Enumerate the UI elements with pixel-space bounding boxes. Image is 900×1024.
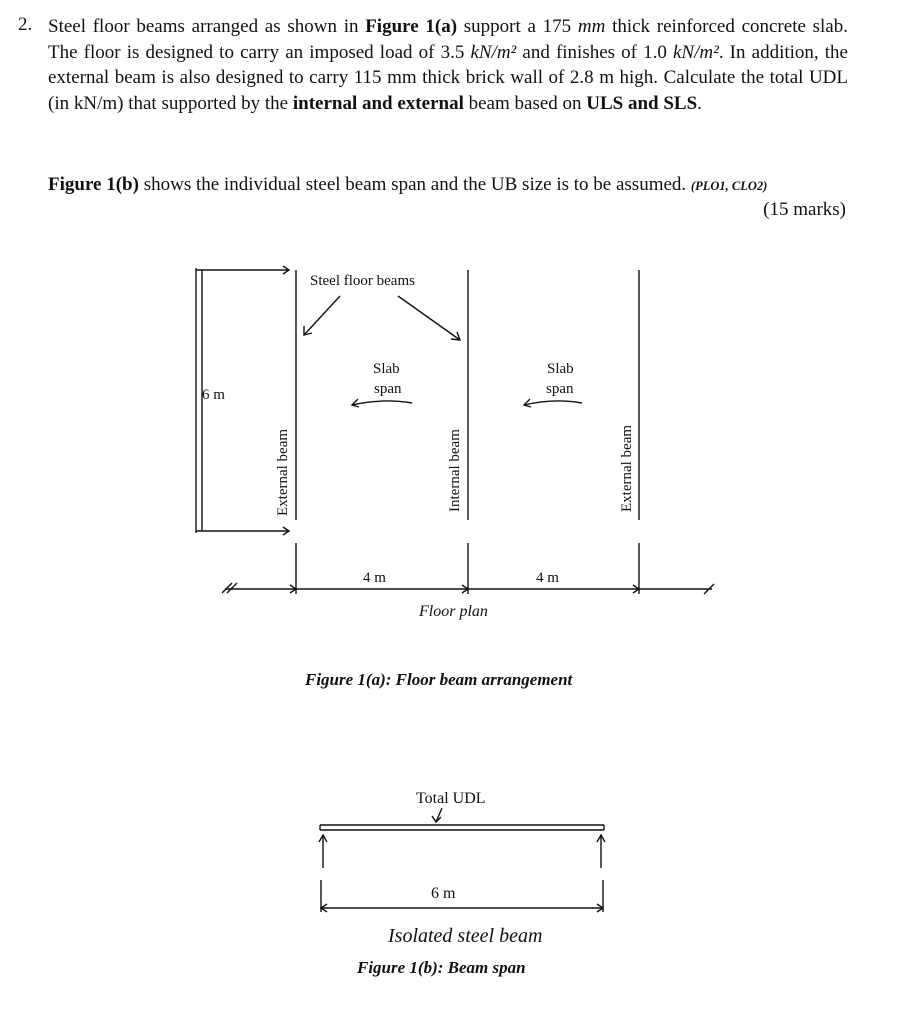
question-text-part: . In addition, the external beam is also designed to carry 115 mm thick brick wall of 2.8 m high. Calculate the total UDL (in kN/m) that supported by the bbox=[48, 41, 848, 114]
plo-clo-codes: (PLO1, CLO2) bbox=[690, 179, 768, 193]
figure-1a-caption: Figure 1(a): Floor beam arrangement bbox=[305, 670, 573, 689]
floor-plan-figure bbox=[0, 255, 900, 635]
dim-height-label: 6 m bbox=[202, 387, 225, 403]
question-text-part: Steel floor beams arranged as shown in bbox=[48, 16, 366, 37]
internal-beam-label: Internal beam bbox=[447, 429, 463, 512]
slab-span-arrow-left bbox=[352, 401, 412, 405]
dim-slash bbox=[227, 583, 237, 593]
unit-kn-m2: kN/m² bbox=[470, 41, 517, 63]
dim-slash bbox=[222, 583, 232, 593]
external-beam-left-label: External beam bbox=[275, 428, 291, 516]
figure-1b-intro bbox=[48, 172, 848, 199]
slab-span-arrow-right bbox=[524, 401, 582, 405]
beam-label-arrow-left bbox=[304, 296, 340, 335]
arrowhead bbox=[352, 399, 359, 407]
question-text-part: beam based on bbox=[463, 92, 587, 114]
unit-mm: mm bbox=[577, 16, 606, 37]
span-dimension-label: 6 m bbox=[431, 885, 456, 902]
total-udl-label: Total UDL bbox=[416, 790, 486, 807]
figure-1b-reference: Figure 1(b) bbox=[48, 174, 139, 195]
span-label-left: span bbox=[374, 381, 402, 397]
question-number: 2. bbox=[18, 14, 33, 35]
external-beam-right-label: External beam bbox=[619, 424, 635, 512]
span-label-right: span bbox=[546, 381, 574, 397]
question-text bbox=[48, 14, 848, 116]
question-text-part: thick reinforced concrete slab. The floor is designed to carry an imposed load of 3.5 bbox=[48, 16, 848, 63]
bold-beams-text: internal and external bbox=[292, 92, 464, 114]
beam-span-figure bbox=[0, 780, 900, 920]
figure-1a-reference: Figure 1(a) bbox=[365, 16, 458, 37]
steel-floor-beams-label: Steel floor beams bbox=[310, 273, 415, 289]
figure-1b-caption: Figure 1(b): Beam span bbox=[357, 958, 526, 977]
arrowhead bbox=[432, 816, 441, 822]
marks-label: (15 marks) bbox=[763, 199, 846, 220]
arrowhead bbox=[524, 399, 531, 407]
question-text-part: . bbox=[697, 92, 702, 114]
isolated-steel-beam-label: Isolated steel beam bbox=[388, 925, 543, 947]
intro-text: shows the individual steel beam span and the UB size is to be assumed. bbox=[138, 174, 691, 195]
question-text-part: support a 175 bbox=[457, 16, 578, 37]
bold-uls-sls-text: ULS and SLS bbox=[586, 92, 698, 114]
slab-label-left: Slab bbox=[373, 361, 400, 377]
question-text-part: and finishes of 1.0 bbox=[516, 41, 673, 63]
slab-label-right: Slab bbox=[547, 361, 574, 377]
beam-label-arrow-right bbox=[398, 296, 460, 340]
dim-width-left-label: 4 m bbox=[363, 570, 386, 586]
unit-kn-m2: kN/m² bbox=[673, 41, 719, 63]
dim-width-right-label: 4 m bbox=[536, 570, 559, 586]
floor-plan-label: Floor plan bbox=[419, 603, 488, 620]
